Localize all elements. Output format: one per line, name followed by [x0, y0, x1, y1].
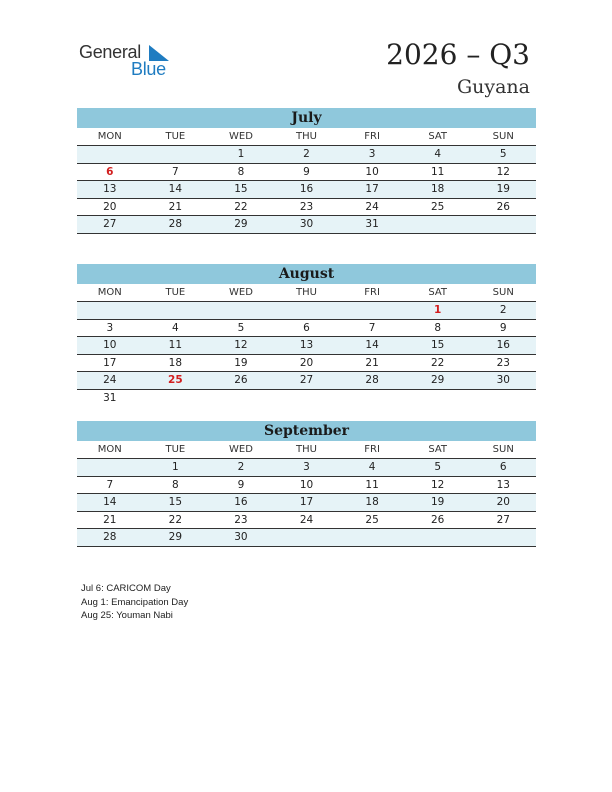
day-cell: 25 [168, 374, 183, 386]
day-cell: 23 [496, 356, 510, 369]
weekday-label: SAT [428, 287, 448, 298]
weekday-label: MON [97, 131, 122, 142]
day-cell: 2 [237, 461, 245, 473]
day-cell [274, 529, 340, 546]
brand-logo [79, 42, 179, 82]
weekday-header-row [77, 128, 536, 146]
day-cell: 20 [103, 200, 117, 213]
day-cell: 25 [430, 200, 445, 213]
day-cell: 19 [234, 356, 248, 369]
day-cell: 14 [103, 496, 117, 508]
day-cell: 27 [496, 513, 510, 526]
weekday-label: WED [228, 287, 253, 298]
week-row [77, 459, 536, 477]
day-cell: 29 [430, 374, 445, 386]
weekday-label: SAT [428, 131, 448, 142]
day-cell [274, 390, 340, 407]
day-cell: 26 [496, 200, 510, 213]
day-cell: 19 [496, 183, 510, 195]
day-cell: 18 [365, 496, 379, 508]
day-cell: 10 [365, 165, 379, 178]
day-cell: 29 [234, 218, 248, 230]
day-cell: 3 [368, 148, 376, 160]
day-cell: 20 [496, 496, 510, 508]
day-cell: 1 [434, 304, 442, 316]
day-cell: 13 [299, 339, 314, 351]
month-header: July [77, 108, 536, 128]
day-cell: 22 [430, 356, 445, 369]
day-cell: 27 [103, 218, 117, 230]
day-cell: 13 [496, 478, 510, 491]
day-cell: 1 [237, 148, 245, 160]
day-cell: 8 [434, 321, 442, 334]
brand-subname: Blue [131, 59, 166, 79]
weekday-label: TUE [165, 287, 186, 298]
week-row [77, 199, 536, 217]
week-row [77, 477, 536, 495]
day-cell: 26 [234, 374, 248, 386]
day-cell: 28 [103, 531, 117, 543]
day-cell [405, 390, 471, 407]
day-cell: 24 [103, 374, 117, 386]
day-cell: 4 [434, 148, 442, 160]
day-cell: 23 [299, 200, 314, 213]
day-cell: 9 [499, 321, 507, 334]
day-cell: 18 [430, 183, 445, 195]
day-cell: 17 [103, 356, 117, 369]
holiday-note: Aug 25: Youman Nabi [81, 610, 173, 621]
day-cell: 28 [168, 218, 183, 230]
day-cell: 16 [496, 339, 510, 351]
day-cell [143, 390, 209, 407]
day-cell: 8 [172, 478, 179, 491]
week-row [77, 146, 536, 164]
week-row [77, 512, 536, 530]
day-cell: 10 [103, 339, 117, 351]
day-cell: 25 [365, 513, 379, 526]
weekday-label: THU [296, 444, 317, 455]
day-cell: 12 [496, 165, 510, 178]
day-cell: 2 [303, 148, 310, 160]
day-cell: 9 [303, 165, 310, 178]
day-cell: 1 [172, 461, 179, 473]
weekday-label: SUN [492, 287, 514, 298]
day-cell: 7 [368, 321, 376, 334]
day-cell: 30 [496, 374, 510, 386]
brand-name: General [79, 42, 141, 62]
day-cell: 24 [365, 200, 379, 213]
day-cell: 18 [168, 356, 183, 369]
day-cell: 2 [499, 304, 507, 316]
day-cell: 30 [234, 531, 248, 543]
day-cell: 11 [365, 478, 379, 491]
day-cell: 3 [303, 461, 310, 473]
day-cell [405, 216, 471, 233]
week-row [77, 355, 536, 373]
day-cell: 26 [430, 513, 445, 526]
day-cell: 22 [234, 200, 248, 213]
day-cell [339, 390, 405, 407]
day-cell: 9 [237, 478, 245, 491]
day-cell: 12 [430, 478, 445, 491]
day-cell: 21 [168, 200, 183, 213]
day-cell: 5 [499, 148, 507, 160]
day-cell: 21 [365, 356, 379, 369]
day-cell [77, 146, 143, 163]
day-cell: 15 [234, 183, 248, 195]
country-name: Guyana [456, 76, 530, 98]
day-cell [143, 146, 209, 163]
day-cell: 16 [234, 496, 248, 508]
weekday-label: SAT [428, 444, 448, 455]
day-cell: 12 [234, 339, 248, 351]
day-cell: 5 [434, 461, 442, 473]
day-cell [208, 302, 274, 319]
day-cell: 16 [299, 183, 314, 195]
day-cell: 13 [103, 183, 117, 195]
day-cell: 7 [106, 478, 114, 491]
day-cell: 28 [365, 374, 379, 386]
weekday-label: WED [228, 131, 253, 142]
day-cell: 17 [299, 496, 314, 508]
day-cell [77, 459, 143, 476]
weekday-label: FRI [364, 287, 380, 298]
day-cell: 20 [299, 356, 314, 369]
day-cell [470, 390, 536, 407]
day-cell: 15 [168, 496, 183, 508]
day-cell: 3 [106, 321, 114, 334]
day-cell: 6 [303, 321, 310, 334]
day-cell: 7 [172, 165, 179, 178]
day-cell: 23 [234, 513, 248, 526]
holiday-note: Aug 1: Emancipation Day [81, 596, 189, 608]
weekday-header-row [77, 441, 536, 459]
week-row [77, 337, 536, 355]
day-cell: 31 [103, 391, 117, 404]
month-header: August [77, 264, 536, 284]
weekday-label: THU [296, 287, 317, 298]
weekday-label: SUN [492, 444, 514, 455]
day-cell: 8 [237, 165, 245, 178]
weekday-label: FRI [364, 444, 380, 455]
weekday-header-row [77, 284, 536, 302]
day-cell: 4 [172, 321, 179, 334]
day-cell [470, 529, 536, 546]
day-cell: 22 [168, 513, 183, 526]
day-cell: 24 [299, 513, 314, 526]
weekday-label: THU [296, 131, 317, 142]
week-row [77, 494, 536, 512]
day-cell: 14 [168, 183, 183, 195]
week-row [77, 529, 536, 547]
month-header: September [77, 421, 536, 441]
page-title: 2026 – Q3 [386, 38, 530, 71]
day-cell: 11 [168, 339, 183, 351]
weekday-label: MON [97, 444, 122, 455]
day-cell: 6 [499, 461, 507, 473]
day-cell: 27 [299, 374, 314, 386]
week-row [77, 216, 536, 234]
day-cell [143, 302, 209, 319]
week-row [77, 302, 536, 320]
week-row [77, 320, 536, 338]
month-july [77, 108, 536, 234]
day-cell [339, 302, 405, 319]
day-cell: 4 [368, 461, 376, 473]
day-cell: 15 [430, 339, 445, 351]
day-cell: 31 [365, 218, 379, 230]
week-row [77, 390, 536, 407]
weekday-label: MON [97, 287, 122, 298]
holiday-notes [81, 582, 188, 623]
day-cell: 14 [365, 339, 379, 351]
day-cell: 21 [103, 513, 117, 526]
day-cell: 19 [430, 496, 445, 508]
weekday-label: TUE [165, 131, 186, 142]
day-cell: 11 [430, 165, 445, 178]
weekday-label: WED [228, 444, 253, 455]
month-august [77, 264, 536, 406]
week-row [77, 164, 536, 182]
week-row [77, 181, 536, 199]
day-cell: 10 [299, 478, 314, 491]
day-cell [274, 302, 340, 319]
day-cell [208, 390, 274, 407]
holiday-note: Jul 6: CARICOM Day [81, 583, 171, 594]
day-cell [77, 302, 143, 319]
day-cell: 6 [106, 165, 114, 178]
weekday-label: FRI [364, 131, 380, 142]
day-cell: 5 [237, 321, 245, 334]
month-september [77, 421, 536, 547]
day-cell [405, 529, 471, 546]
day-cell [339, 529, 405, 546]
day-cell: 30 [299, 218, 314, 230]
week-row [77, 372, 536, 390]
day-cell: 29 [168, 531, 183, 543]
day-cell: 17 [365, 183, 379, 195]
day-cell [470, 216, 536, 233]
weekday-label: SUN [492, 131, 514, 142]
weekday-label: TUE [165, 444, 186, 455]
